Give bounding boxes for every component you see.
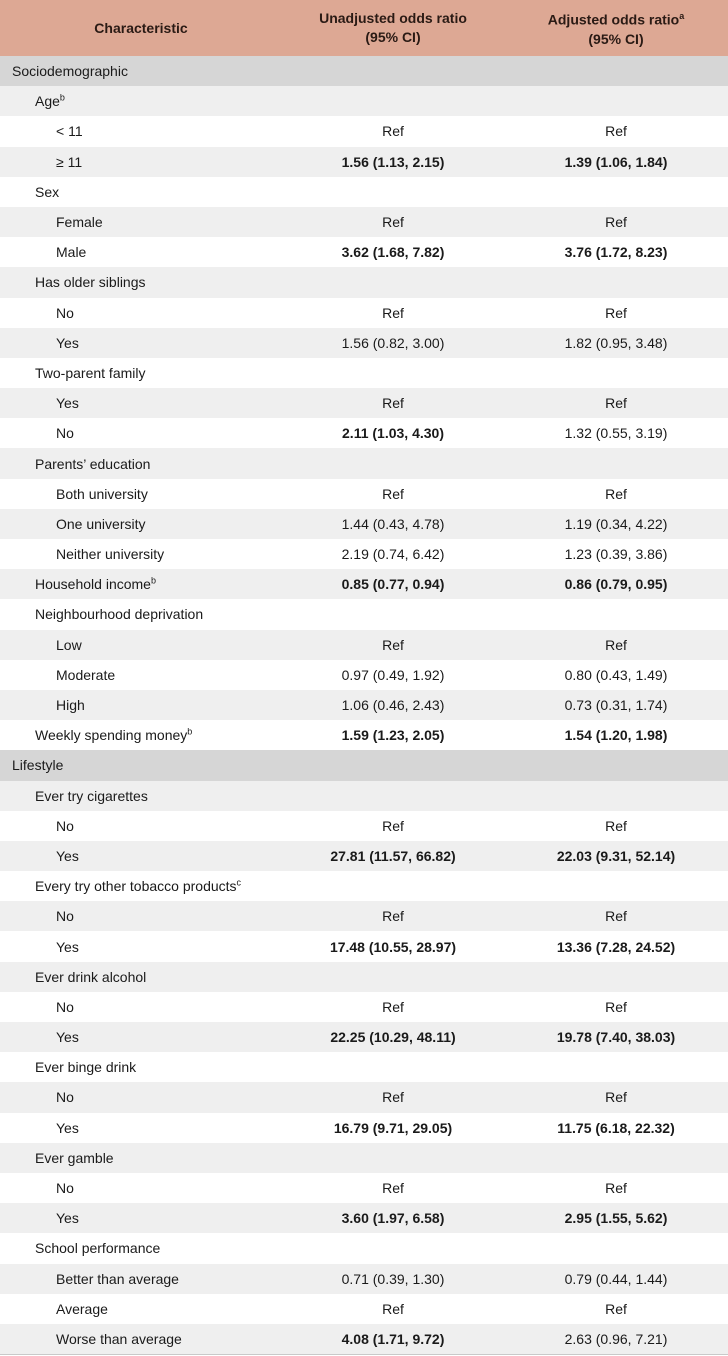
table-header xyxy=(0,0,728,56)
header-adjusted-footnote-mark: a xyxy=(679,11,685,22)
unadjusted-or-cell xyxy=(282,56,504,86)
unadjusted-or-cell xyxy=(282,86,504,116)
table-row xyxy=(0,962,728,992)
row-label: Both university xyxy=(56,485,148,502)
row-label-cell xyxy=(0,1173,282,1203)
row-label-cell xyxy=(0,267,282,297)
table-row xyxy=(0,237,728,267)
row-label-cell xyxy=(0,298,282,328)
table-body xyxy=(0,56,728,1355)
table-row xyxy=(0,1173,728,1203)
unadjusted-or-cell xyxy=(282,448,504,478)
row-label: Yes xyxy=(56,1210,79,1227)
row-label-cell xyxy=(0,599,282,629)
adjusted-or-cell: 1.19 (0.34, 4.22) xyxy=(564,515,668,532)
adjusted-or-cell: Ref xyxy=(605,485,627,502)
adjusted-or-cell xyxy=(504,599,728,629)
row-label: No xyxy=(56,908,74,925)
unadjusted-or-cell: Ref xyxy=(382,1180,404,1197)
adjusted-or-cell xyxy=(504,781,728,811)
unadjusted-or-cell: 1.56 (0.82, 3.00) xyxy=(341,334,445,351)
unadjusted-or-cell xyxy=(282,962,504,992)
row-label-cell xyxy=(0,479,282,509)
adjusted-or-cell xyxy=(504,1052,728,1082)
adjusted-or-cell: 1.54 (1.20, 1.98) xyxy=(564,727,668,744)
row-label: Male xyxy=(56,244,87,261)
footnote-mark: c xyxy=(236,877,242,888)
adjusted-or-cell: Ref xyxy=(605,1089,627,1106)
unadjusted-or-cell: Ref xyxy=(382,817,404,834)
header-unadjusted xyxy=(282,0,504,56)
table-row xyxy=(0,1203,728,1233)
row-label-cell xyxy=(0,630,282,660)
header-row xyxy=(0,0,728,56)
table-row xyxy=(0,720,728,750)
row-label-cell xyxy=(0,931,282,961)
adjusted-or-cell xyxy=(504,750,728,780)
adjusted-or-cell: 2.63 (0.96, 7.21) xyxy=(504,1324,728,1355)
unadjusted-or-cell: 0.71 (0.39, 1.30) xyxy=(341,1270,445,1287)
table-row xyxy=(0,509,728,539)
row-label-cell xyxy=(0,86,282,116)
table-row xyxy=(0,298,728,328)
adjusted-or-cell: 19.78 (7.40, 38.03) xyxy=(556,1029,676,1046)
unadjusted-or-cell: Ref xyxy=(382,1300,404,1317)
adjusted-or-cell xyxy=(504,448,728,478)
header-adjusted-line1: Adjusted odds ratio xyxy=(547,11,680,28)
table-row xyxy=(0,1022,728,1052)
row-label: School performance xyxy=(35,1240,161,1257)
row-label-cell xyxy=(0,1264,282,1294)
unadjusted-or-cell: 1.56 (1.13, 2.15) xyxy=(341,153,445,170)
header-characteristic-label: Characteristic xyxy=(94,19,188,36)
section-row xyxy=(0,750,728,780)
adjusted-or-cell xyxy=(504,358,728,388)
row-label: Parents’ education xyxy=(35,455,151,472)
header-unadjusted-line2: (95% CI) xyxy=(365,29,421,45)
unadjusted-or-cell: Ref xyxy=(382,636,404,653)
table-row xyxy=(0,86,728,116)
row-label: Yes xyxy=(56,1119,79,1136)
row-label-cell xyxy=(0,56,282,86)
adjusted-or-cell: 0.73 (0.31, 1.74) xyxy=(564,697,668,714)
row-label: No xyxy=(56,304,74,321)
row-label-cell xyxy=(0,720,282,750)
row-label-cell xyxy=(0,750,282,780)
table-row xyxy=(0,660,728,690)
row-label: Moderate xyxy=(56,666,116,683)
table-row xyxy=(0,1052,728,1082)
table-row xyxy=(0,539,728,569)
adjusted-or-cell xyxy=(504,1143,728,1173)
row-label: Yes xyxy=(56,847,79,864)
table-row xyxy=(0,147,728,177)
table-row xyxy=(0,781,728,811)
unadjusted-or-cell: Ref xyxy=(382,214,404,231)
adjusted-or-cell: 3.76 (1.72, 8.23) xyxy=(564,244,668,261)
row-label-cell xyxy=(0,962,282,992)
unadjusted-or-cell: 17.48 (10.55, 28.97) xyxy=(329,938,457,955)
adjusted-or-cell: Ref xyxy=(605,817,627,834)
row-label-cell xyxy=(0,901,282,931)
table-row xyxy=(0,1233,728,1263)
row-label-cell xyxy=(0,448,282,478)
row-label: No xyxy=(56,425,74,442)
row-label: Ever try cigarettes xyxy=(35,787,148,804)
unadjusted-or-cell: Ref xyxy=(382,485,404,502)
unadjusted-or-cell: Ref xyxy=(382,1089,404,1106)
unadjusted-or-cell: 1.44 (0.43, 4.78) xyxy=(341,515,445,532)
row-label: Sex xyxy=(35,183,60,200)
row-label: Yes xyxy=(56,938,79,955)
row-label-cell xyxy=(0,811,282,841)
row-label: Low xyxy=(56,636,82,653)
row-label-cell xyxy=(0,1052,282,1082)
row-label: Two-parent family xyxy=(35,364,146,381)
table-row xyxy=(0,871,728,901)
adjusted-or-cell: 1.32 (0.55, 3.19) xyxy=(564,425,668,442)
row-label: Worse than average xyxy=(56,1330,182,1347)
unadjusted-or-cell: 0.85 (0.77, 0.94) xyxy=(341,576,445,593)
table-row xyxy=(0,116,728,146)
row-label: Yes xyxy=(56,395,79,412)
row-label: No xyxy=(56,817,74,834)
row-label-cell xyxy=(0,358,282,388)
table-row xyxy=(0,841,728,871)
unadjusted-or-cell xyxy=(282,358,504,388)
adjusted-or-cell: 1.82 (0.95, 3.48) xyxy=(564,334,668,351)
row-label-cell xyxy=(0,1022,282,1052)
table-row xyxy=(0,901,728,931)
unadjusted-or-cell xyxy=(282,871,504,901)
unadjusted-or-cell xyxy=(282,781,504,811)
adjusted-or-cell: 2.95 (1.55, 5.62) xyxy=(564,1210,668,1227)
unadjusted-or-cell xyxy=(282,1233,504,1263)
adjusted-or-cell: Ref xyxy=(605,1300,627,1317)
adjusted-or-cell xyxy=(504,267,728,297)
footnote-mark: b xyxy=(59,92,65,103)
row-label: Weekly spending money xyxy=(35,727,188,744)
row-label-cell xyxy=(0,1143,282,1173)
row-label-cell xyxy=(0,418,282,448)
row-label: Household income xyxy=(35,576,151,593)
adjusted-or-cell: 1.23 (0.39, 3.86) xyxy=(564,546,668,563)
unadjusted-or-cell: 2.11 (1.03, 4.30) xyxy=(342,425,444,442)
header-adjusted xyxy=(504,0,728,56)
unadjusted-or-cell xyxy=(282,267,504,297)
table-row xyxy=(0,177,728,207)
adjusted-or-cell: Ref xyxy=(605,214,627,231)
row-label-cell xyxy=(0,147,282,177)
row-label: Ever gamble xyxy=(35,1149,114,1166)
table-row xyxy=(0,479,728,509)
table-row xyxy=(0,630,728,660)
unadjusted-or-cell: 3.60 (1.97, 6.58) xyxy=(341,1210,445,1227)
row-label-cell xyxy=(0,1233,282,1263)
adjusted-or-cell: 0.80 (0.43, 1.49) xyxy=(564,666,668,683)
row-label-cell xyxy=(0,388,282,418)
adjusted-or-cell: Ref xyxy=(605,304,627,321)
adjusted-or-cell: Ref xyxy=(605,123,627,140)
adjusted-or-cell: 1.39 (1.06, 1.84) xyxy=(564,153,668,170)
adjusted-or-cell xyxy=(504,86,728,116)
row-label-cell xyxy=(0,328,282,358)
header-characteristic xyxy=(0,0,282,56)
adjusted-or-cell: 0.86 (0.79, 0.95) xyxy=(564,576,668,593)
unadjusted-or-cell: 22.25 (10.29, 48.11) xyxy=(330,1029,456,1046)
adjusted-or-cell xyxy=(504,56,728,86)
table-row xyxy=(0,690,728,720)
adjusted-or-cell: Ref xyxy=(605,1180,627,1197)
row-label: < 11 xyxy=(56,123,83,140)
table-row xyxy=(0,448,728,478)
row-label-cell xyxy=(0,1324,282,1355)
section-label: Lifestyle xyxy=(12,757,64,774)
table-row xyxy=(0,569,728,599)
table-row xyxy=(0,1143,728,1173)
adjusted-or-cell: Ref xyxy=(605,908,627,925)
row-label: Yes xyxy=(56,334,79,351)
unadjusted-or-cell: 0.97 (0.49, 1.92) xyxy=(341,666,445,683)
row-label-cell xyxy=(0,992,282,1022)
adjusted-or-cell xyxy=(504,1233,728,1263)
row-label: One university xyxy=(56,515,146,532)
unadjusted-or-cell: 1.59 (1.23, 2.05) xyxy=(341,727,445,744)
row-label: Better than average xyxy=(56,1270,179,1287)
row-label-cell xyxy=(0,1294,282,1324)
table-row xyxy=(0,992,728,1022)
unadjusted-or-cell: 27.81 (11.57, 66.82) xyxy=(330,847,456,864)
adjusted-or-cell: 11.75 (6.18, 22.32) xyxy=(557,1119,675,1136)
row-label: Neighbourhood deprivation xyxy=(35,606,204,623)
unadjusted-or-cell: 3.62 (1.68, 7.82) xyxy=(341,244,445,261)
row-label: Ever drink alcohol xyxy=(35,968,147,985)
row-label-cell xyxy=(0,116,282,146)
unadjusted-or-cell xyxy=(282,177,504,207)
header-adjusted-line2: (95% CI) xyxy=(588,30,644,47)
unadjusted-or-cell: Ref xyxy=(382,908,404,925)
section-label: Sociodemographic xyxy=(12,63,128,80)
unadjusted-or-cell: 2.19 (0.74, 6.42) xyxy=(341,546,445,563)
adjusted-or-cell: Ref xyxy=(605,636,627,653)
row-label: Ever binge drink xyxy=(35,1059,137,1076)
row-label: High xyxy=(56,697,85,714)
row-label: Yes xyxy=(56,1029,79,1046)
adjusted-or-cell: 22.03 (9.31, 52.14) xyxy=(556,847,676,864)
table-row xyxy=(0,358,728,388)
unadjusted-or-cell xyxy=(282,750,504,780)
unadjusted-or-cell xyxy=(282,1052,504,1082)
table-row xyxy=(0,207,728,237)
adjusted-or-cell: 0.79 (0.44, 1.44) xyxy=(564,1270,668,1287)
row-label-cell xyxy=(0,1113,282,1143)
row-label-cell xyxy=(0,509,282,539)
row-label-cell xyxy=(0,237,282,267)
row-label: Average xyxy=(56,1300,108,1317)
table-row xyxy=(0,1294,728,1324)
table-row xyxy=(0,328,728,358)
row-label-cell xyxy=(0,1203,282,1233)
unadjusted-or-cell xyxy=(282,599,504,629)
table-row xyxy=(0,1324,728,1355)
table-row xyxy=(0,1113,728,1143)
footnote-mark: b xyxy=(187,726,193,737)
row-label: No xyxy=(56,1180,74,1197)
unadjusted-or-cell xyxy=(282,1143,504,1173)
row-label: Female xyxy=(56,214,103,231)
row-label-cell xyxy=(0,177,282,207)
row-label-cell xyxy=(0,660,282,690)
table-row xyxy=(0,1264,728,1294)
unadjusted-or-cell: Ref xyxy=(382,395,404,412)
table-row xyxy=(0,811,728,841)
row-label: Neither university xyxy=(56,546,165,563)
row-label-cell xyxy=(0,871,282,901)
table-row xyxy=(0,418,728,448)
table-row xyxy=(0,267,728,297)
row-label: ≥ 11 xyxy=(56,153,83,170)
adjusted-or-cell: Ref xyxy=(605,395,627,412)
adjusted-or-cell xyxy=(504,177,728,207)
table-row xyxy=(0,931,728,961)
unadjusted-or-cell: 1.06 (0.46, 2.43) xyxy=(341,697,445,714)
header-unadjusted-line1: Unadjusted odds ratio xyxy=(319,10,467,26)
row-label: Age xyxy=(35,93,60,110)
unadjusted-or-cell: Ref xyxy=(382,304,404,321)
row-label-cell xyxy=(0,569,282,599)
adjusted-or-cell: 13.36 (7.28, 24.52) xyxy=(556,938,676,955)
footnote-mark: b xyxy=(150,575,156,586)
row-label-cell xyxy=(0,781,282,811)
section-row xyxy=(0,56,728,86)
row-label: No xyxy=(56,1089,74,1106)
unadjusted-or-cell: 16.79 (9.71, 29.05) xyxy=(333,1119,453,1136)
row-label-cell xyxy=(0,539,282,569)
unadjusted-or-cell: 4.08 (1.71, 9.72) xyxy=(282,1324,504,1355)
row-label-cell xyxy=(0,1082,282,1112)
adjusted-or-cell xyxy=(504,871,728,901)
table-row xyxy=(0,599,728,629)
table-row xyxy=(0,1082,728,1112)
row-label-cell xyxy=(0,841,282,871)
row-label: Every try other tobacco products xyxy=(35,878,237,895)
unadjusted-or-cell: Ref xyxy=(382,123,404,140)
row-label: No xyxy=(56,998,74,1015)
row-label-cell xyxy=(0,690,282,720)
table-row xyxy=(0,388,728,418)
row-label: Has older siblings xyxy=(35,274,146,291)
adjusted-or-cell: Ref xyxy=(605,998,627,1015)
unadjusted-or-cell: Ref xyxy=(382,998,404,1015)
adjusted-or-cell xyxy=(504,962,728,992)
row-label-cell xyxy=(0,207,282,237)
